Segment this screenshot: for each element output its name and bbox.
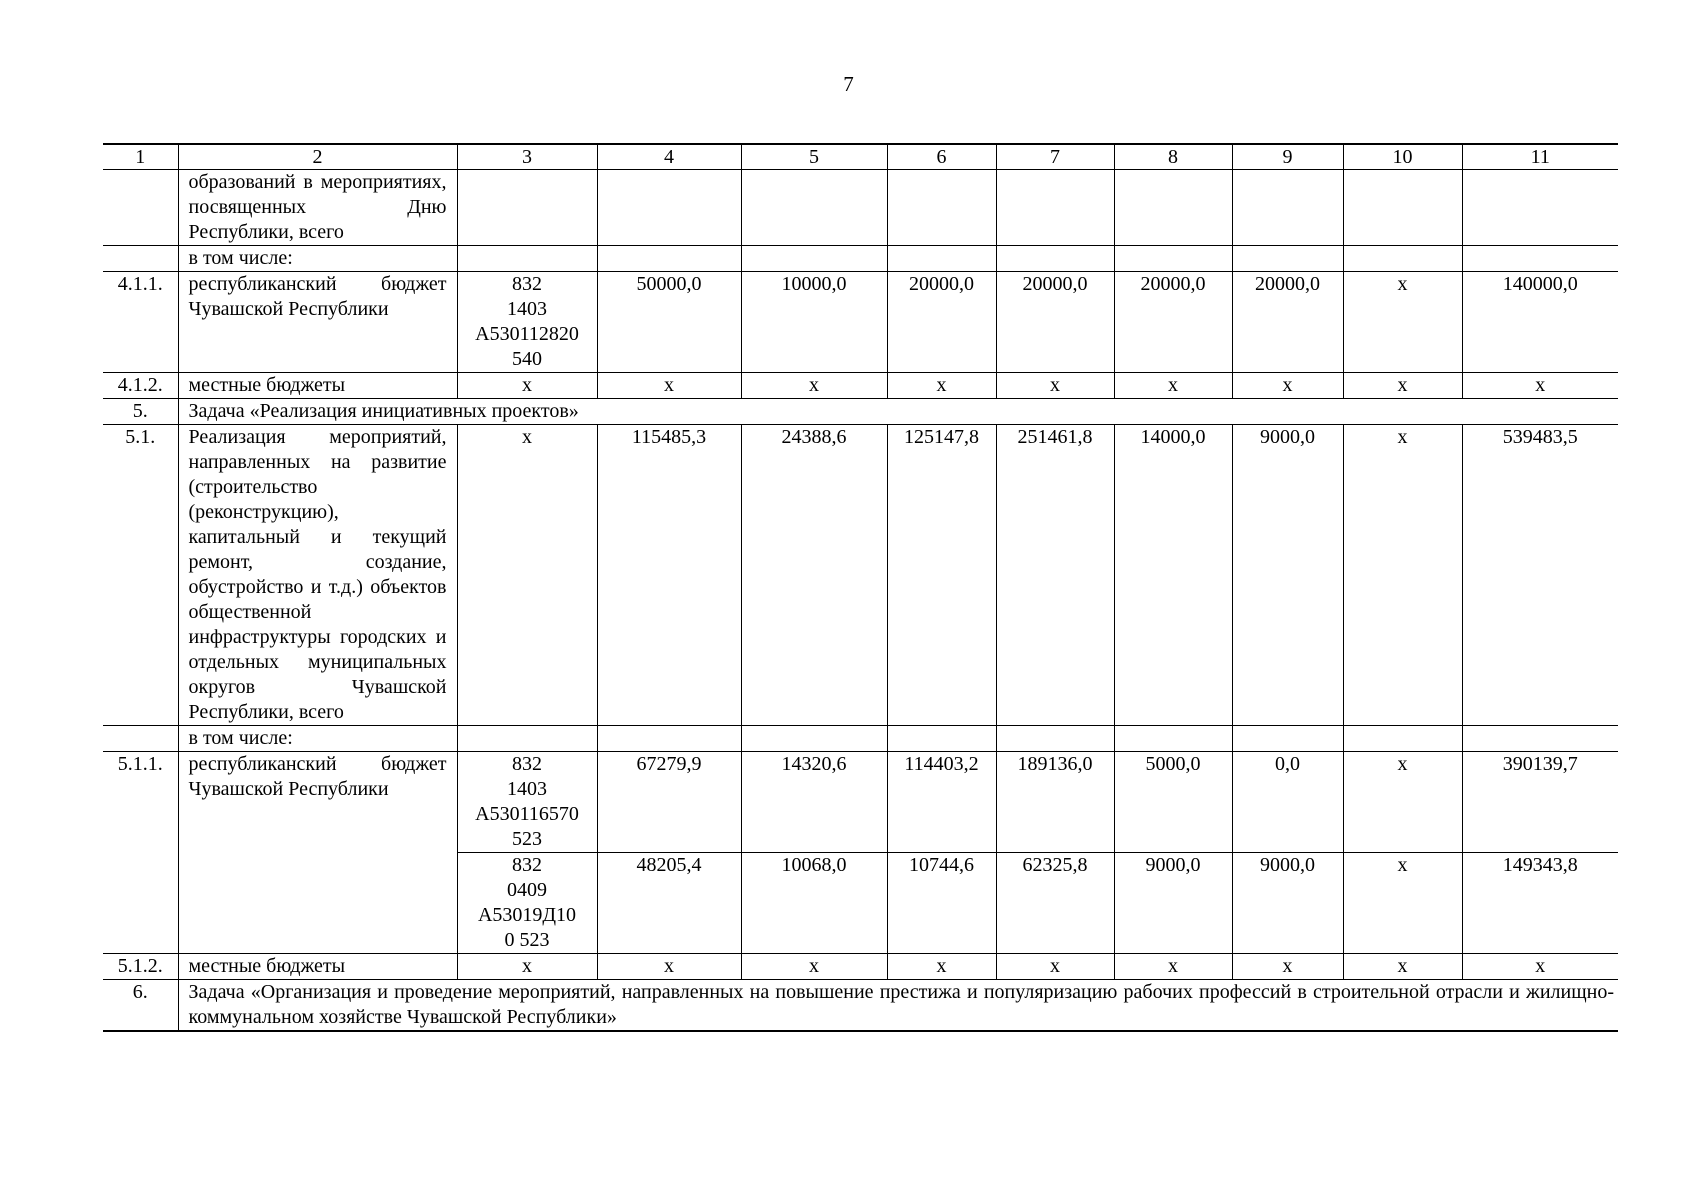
header-cell: 10 — [1343, 144, 1462, 170]
value-cell: x — [996, 373, 1114, 399]
value-cell: x — [1343, 954, 1462, 980]
row-number-cell — [103, 726, 178, 752]
table-row — [103, 170, 1618, 246]
budget-code-line: 832 — [512, 273, 542, 295]
header-cell: 3 — [457, 144, 597, 170]
table-cell — [887, 246, 996, 272]
value-cell: 20000,0 — [887, 272, 996, 373]
budget-code-cell — [457, 853, 597, 954]
value-cell: x — [1343, 853, 1462, 954]
row-number-cell: 5.1.2. — [103, 954, 178, 980]
value-cell: 20000,0 — [1232, 272, 1343, 373]
row-description: в том числе: — [178, 726, 457, 752]
table-cell — [1232, 246, 1343, 272]
value-cell: x — [1232, 373, 1343, 399]
table-cell — [741, 170, 887, 246]
value-cell: 10744,6 — [887, 853, 996, 954]
value-cell: 0,0 — [1232, 752, 1343, 853]
table-cell — [1114, 726, 1232, 752]
value-cell: 9000,0 — [1232, 425, 1343, 726]
budget-code-cell — [457, 272, 597, 373]
budget-code-line: 1403 — [507, 298, 547, 320]
table-cell — [996, 726, 1114, 752]
budget-code-line: 540 — [512, 348, 542, 370]
table-cell — [741, 726, 887, 752]
table-cell — [1232, 170, 1343, 246]
value-cell: 9000,0 — [1232, 853, 1343, 954]
row-description: республиканский бюджет Чувашской Республики — [178, 752, 457, 954]
table-cell — [887, 170, 996, 246]
header-cell: 6 — [887, 144, 996, 170]
table-cell — [996, 246, 1114, 272]
task-title: Задача «Организация и проведение мероприятий, направленных на повышение престижа и популяризацию рабочих профессий в строительной отрасли и жилищно-коммунальном хозяйстве Чувашской Республики» — [178, 980, 1618, 1032]
value-cell: x — [1343, 272, 1462, 373]
value-cell: x — [597, 954, 741, 980]
task-row — [103, 399, 1618, 425]
table-cell — [457, 726, 597, 752]
header-cell: 4 — [597, 144, 741, 170]
value-cell: x — [1343, 373, 1462, 399]
table-row — [103, 373, 1618, 399]
table-row — [103, 954, 1618, 980]
row-number-cell: 5.1. — [103, 425, 178, 726]
value-cell: x — [1114, 373, 1232, 399]
value-cell: 9000,0 — [1114, 853, 1232, 954]
table-cell — [1114, 170, 1232, 246]
value-cell: x — [1114, 954, 1232, 980]
header-cell: 1 — [103, 144, 178, 170]
budget-code-line: 0 523 — [504, 929, 550, 951]
value-cell: x — [1343, 752, 1462, 853]
value-cell: 10068,0 — [741, 853, 887, 954]
value-cell: 251461,8 — [996, 425, 1114, 726]
budget-code-line: 523 — [512, 828, 542, 850]
table-cell — [1343, 170, 1462, 246]
budget-code-cell: x — [457, 373, 597, 399]
row-description: местные бюджеты — [178, 954, 457, 980]
table-cell — [457, 246, 597, 272]
budget-code-cell: x — [457, 954, 597, 980]
row-number-cell — [103, 170, 178, 246]
budget-code-line: А530116570 — [475, 803, 579, 825]
row-number-cell: 5.1.1. — [103, 752, 178, 954]
table-cell — [996, 170, 1114, 246]
table-cell — [457, 170, 597, 246]
value-cell: 5000,0 — [1114, 752, 1232, 853]
budget-code-line: 832 — [512, 854, 542, 876]
row-number-cell: 6. — [103, 980, 178, 1032]
row-description: местные бюджеты — [178, 373, 457, 399]
value-cell: 24388,6 — [741, 425, 887, 726]
row-description: образований в мероприятиях, посвященных Дню Республики, всего — [178, 170, 457, 246]
value-cell: x — [887, 373, 996, 399]
table-row — [103, 726, 1618, 752]
table-cell — [887, 726, 996, 752]
total-cell: 539483,5 — [1462, 425, 1618, 726]
table-row — [103, 272, 1618, 373]
header-cell: 11 — [1462, 144, 1618, 170]
header-cell: 2 — [178, 144, 457, 170]
value-cell: 115485,3 — [597, 425, 741, 726]
table-cell — [1462, 170, 1618, 246]
value-cell: 67279,9 — [597, 752, 741, 853]
value-cell: 14320,6 — [741, 752, 887, 853]
table-row — [103, 752, 1618, 853]
budget-code-cell — [457, 752, 597, 853]
row-number-cell: 4.1.1. — [103, 272, 178, 373]
value-cell: x — [1232, 954, 1343, 980]
value-cell: x — [741, 954, 887, 980]
header-cell: 5 — [741, 144, 887, 170]
row-number-cell: 5. — [103, 399, 178, 425]
table-cell — [1462, 726, 1618, 752]
value-cell: x — [996, 954, 1114, 980]
table-cell — [1343, 726, 1462, 752]
value-cell: 62325,8 — [996, 853, 1114, 954]
header-cell: 9 — [1232, 144, 1343, 170]
header-cell: 7 — [996, 144, 1114, 170]
value-cell: 189136,0 — [996, 752, 1114, 853]
value-cell: 50000,0 — [597, 272, 741, 373]
value-cell: 48205,4 — [597, 853, 741, 954]
table-cell — [597, 170, 741, 246]
page-number: 7 — [843, 72, 854, 96]
value-cell: x — [597, 373, 741, 399]
value-cell: 20000,0 — [1114, 272, 1232, 373]
table-row — [103, 246, 1618, 272]
table-cell — [597, 726, 741, 752]
table-row — [103, 425, 1618, 726]
value-cell: 114403,2 — [887, 752, 996, 853]
row-description: Реализация мероприятий, направленных на развитие (строительство (реконструкцию), капитальный и текущий ремонт, создание, обустройство и т.д.) объектов общественной инфраструктуры городских и отдельных муниципальных округов Чувашской Республики, всего — [178, 425, 457, 726]
total-cell: 140000,0 — [1462, 272, 1618, 373]
value-cell: 20000,0 — [996, 272, 1114, 373]
table-header-row — [103, 144, 1618, 170]
table-cell — [1232, 726, 1343, 752]
total-cell: x — [1462, 373, 1618, 399]
program-financing-table — [103, 143, 1618, 1032]
total-cell: x — [1462, 954, 1618, 980]
total-cell: 390139,7 — [1462, 752, 1618, 853]
value-cell: 14000,0 — [1114, 425, 1232, 726]
total-cell: 149343,8 — [1462, 853, 1618, 954]
budget-code-line: А53019Д10 — [477, 904, 577, 926]
table-cell — [1343, 246, 1462, 272]
budget-code-cell: x — [457, 425, 597, 726]
table-cell — [597, 246, 741, 272]
budget-code-line: А530112820 — [475, 323, 579, 345]
budget-code-line: 1403 — [507, 778, 547, 800]
task-title: Задача «Реализация инициативных проектов» — [178, 399, 1618, 425]
row-number-cell: 4.1.2. — [103, 373, 178, 399]
value-cell: x — [887, 954, 996, 980]
budget-code-line: 832 — [512, 753, 542, 775]
task-row — [103, 980, 1618, 1032]
value-cell: 10000,0 — [741, 272, 887, 373]
row-description: в том числе: — [178, 246, 457, 272]
value-cell: 125147,8 — [887, 425, 996, 726]
value-cell: x — [1343, 425, 1462, 726]
table-cell — [1462, 246, 1618, 272]
row-description: республиканский бюджет Чувашской Республики — [178, 272, 457, 373]
value-cell: x — [741, 373, 887, 399]
table-cell — [741, 246, 887, 272]
table-cell — [1114, 246, 1232, 272]
budget-code-line: 0409 — [507, 879, 547, 901]
row-number-cell — [103, 246, 178, 272]
header-cell: 8 — [1114, 144, 1232, 170]
